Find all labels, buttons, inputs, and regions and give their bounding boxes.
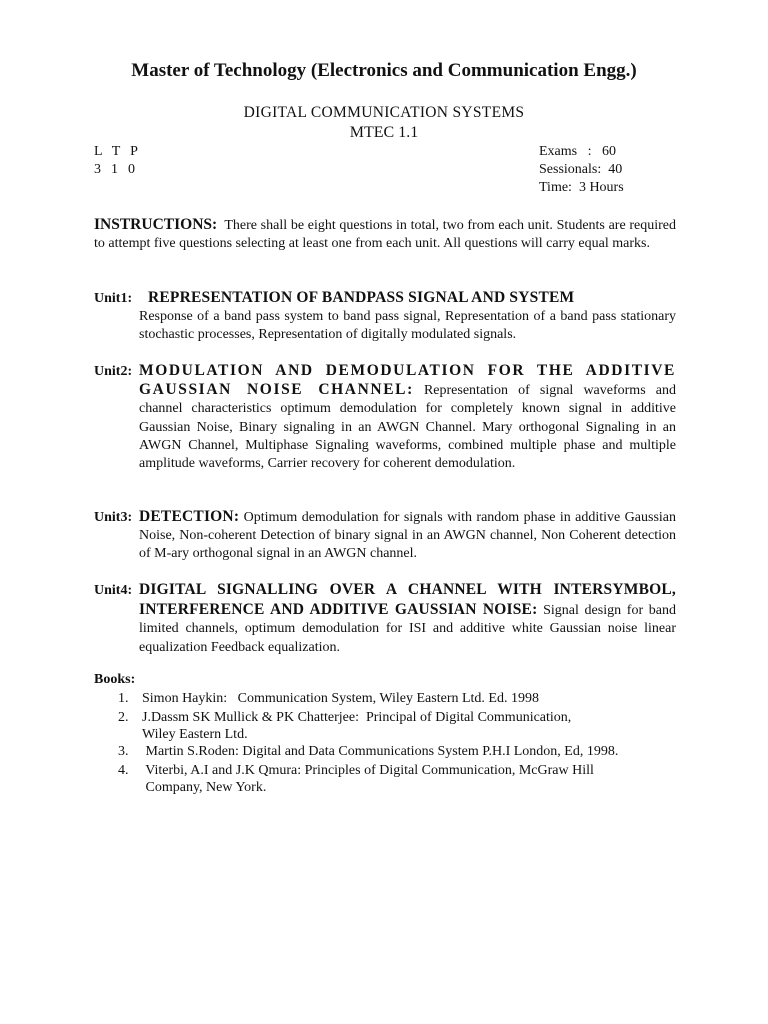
book-item — [118, 743, 678, 761]
instructions-label: INSTRUCTIONS: — [94, 216, 218, 233]
unit4-content — [139, 581, 676, 657]
subject-title: DIGITAL COMMUNICATION SYSTEMS — [243, 104, 525, 121]
course-code: MTEC 1.1 — [349, 124, 419, 141]
book-number: 4. — [118, 763, 129, 778]
unit3-label: Unit3: — [94, 510, 133, 525]
book-item — [118, 709, 678, 745]
instructions-text: There shall be eight questions in total, two from each unit. Students are required to attempt five questions selecting at least one from each unit. All questions will carry equal marks. — [94, 218, 677, 252]
unit2-label: Unit2: — [94, 364, 133, 379]
unit4-label: Unit4: — [94, 583, 133, 598]
book-citation-cont: Wiley Eastern Ltd. — [142, 727, 248, 742]
unit3-title: DETECTION: — [139, 508, 240, 525]
unit4-body: Signal design for band limited channels, optimum demodulation for ISI and additive white Gaussian noise linear equalization Feedback equalization. — [139, 602, 676, 655]
book-citation: Simon Haykin: Communication System, Wiley Eastern Ltd. Ed. 1998 — [142, 691, 539, 706]
ltp-headers: L T P — [94, 144, 139, 159]
exams-marks: Exams : 60 — [539, 144, 616, 159]
unit3-body: Optimum demodulation for signals with random phase in additive Gaussian Noise, Non-coherent Detection of binary signal in an AWGN channel, Non Coherent detection of M-ary orthogonal signal in an AWGN channel. — [139, 510, 677, 562]
book-number: 2. — [118, 710, 129, 725]
unit1-title: REPRESENTATION OF BANDPASS SIGNAL AND SYSTEM — [148, 289, 575, 306]
unit1-label: Unit1: — [94, 291, 133, 306]
unit4-title: DIGITAL SIGNALLING OVER A CHANNEL WITH INTERSYMBOL, INTERFERENCE AND ADDITIVE GAUSSIAN NOISE: — [139, 581, 676, 618]
program-title: Master of Technology (Electronics and Communication Engg.) — [131, 60, 637, 81]
book-citation: Viterbi, A.I and J.K Qmura: Principles of Digital Communication, McGraw Hill — [142, 763, 594, 778]
exam-time: Time: 3 Hours — [539, 180, 624, 195]
book-citation-cont: Company, New York. — [142, 780, 267, 795]
unit3-content — [139, 508, 676, 564]
book-number: 1. — [118, 691, 129, 706]
book-citation: J.Dassm SK Mullick & PK Chatterjee: Principal of Digital Communication, — [142, 710, 572, 725]
instructions-paragraph — [94, 216, 676, 254]
unit2-title: MODULATION AND DEMODULATION FOR THE ADDITIVE GAUSSIAN NOISE CHANNEL: — [139, 362, 676, 399]
book-number: 3. — [118, 744, 129, 759]
books-heading: Books: — [94, 672, 136, 687]
sessional-marks: Sessionals: 40 — [539, 162, 623, 177]
book-item — [118, 762, 678, 798]
unit2-body: Representation of signal waveforms and channel characteristics optimum demodulation for completely known signal in additive Gaussian Noise, Binary signaling in an AWGN Channel. Mary orthogonal Signaling in an AWGN Channel, Multiphase Signaling waveforms, combined multiple phase and multiple amplitude waveforms, Carrier recovery for coherent demodulation. — [139, 383, 676, 472]
book-citation: Martin S.Roden: Digital and Data Communications System P.H.I London, Ed, 1998. — [142, 744, 619, 759]
ltp-values: 3 1 0 — [94, 162, 136, 177]
unit2-content — [139, 362, 676, 473]
unit1-body: Response of a band pass system to band pass signal, Representation of a band pass stationary stochastic processes, Representation of digitally modulated signals. — [139, 309, 676, 343]
book-item — [118, 690, 678, 708]
